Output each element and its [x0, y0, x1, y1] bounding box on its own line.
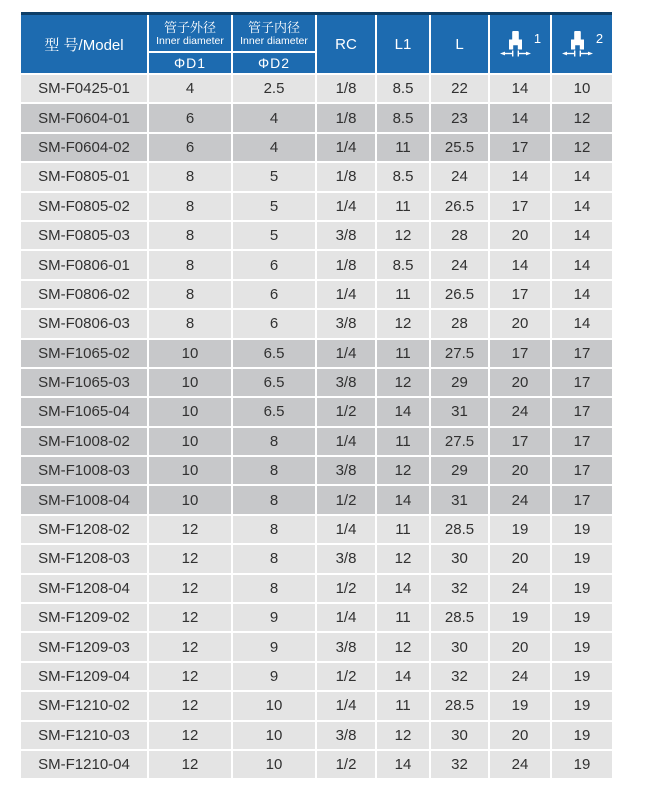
d2-cell: 6.5 — [233, 398, 315, 425]
d2-cell: 6 — [233, 251, 315, 278]
l1-cell: 12 — [377, 310, 429, 337]
header-rc — [317, 15, 375, 73]
header-outer-en-label: Inner diameter — [156, 34, 224, 47]
model-cell: SM-F1065-04 — [21, 398, 147, 425]
header-l — [431, 15, 488, 73]
w1-cell: 20 — [490, 722, 550, 749]
l1-cell: 11 — [377, 428, 429, 455]
l-cell: 28 — [431, 310, 488, 337]
header-phi-d1 — [149, 53, 231, 73]
l1-cell: 11 — [377, 340, 429, 367]
wrench-2-sup-label: 2 — [595, 31, 604, 46]
w2-cell: 14 — [552, 310, 612, 337]
l1-cell: 11 — [377, 134, 429, 161]
rc-cell: 3/8 — [317, 633, 375, 660]
rc-cell: 1/8 — [317, 104, 375, 131]
d1-cell: 6 — [149, 134, 231, 161]
w1-cell: 20 — [490, 457, 550, 484]
d1-cell: 8 — [149, 310, 231, 337]
model-cell: SM-F1209-02 — [21, 604, 147, 631]
w1-cell: 20 — [490, 369, 550, 396]
d2-cell: 10 — [233, 722, 315, 749]
w1-cell: 24 — [490, 663, 550, 690]
rc-cell: 3/8 — [317, 722, 375, 749]
header-outer-diameter — [149, 15, 231, 51]
w1-cell: 24 — [490, 398, 550, 425]
model-cell: SM-F1008-04 — [21, 486, 147, 513]
model-cell: SM-F1208-02 — [21, 516, 147, 543]
w2-cell: 19 — [552, 575, 612, 602]
l1-cell: 12 — [377, 545, 429, 572]
rc-cell: 1/8 — [317, 163, 375, 190]
wrench-1-sup-label: 1 — [533, 31, 542, 46]
d2-cell: 6.5 — [233, 369, 315, 396]
w2-cell: 17 — [552, 428, 612, 455]
d1-cell: 10 — [149, 457, 231, 484]
l1-cell: 12 — [377, 633, 429, 660]
d1-cell: 10 — [149, 369, 231, 396]
l-cell: 24 — [431, 251, 488, 278]
w1-cell: 19 — [490, 516, 550, 543]
d2-cell: 4 — [233, 134, 315, 161]
rc-cell: 1/2 — [317, 398, 375, 425]
d1-cell: 8 — [149, 222, 231, 249]
l-cell: 27.5 — [431, 340, 488, 367]
model-cell: SM-F0805-03 — [21, 222, 147, 249]
w2-cell: 17 — [552, 340, 612, 367]
d1-cell: 4 — [149, 75, 231, 102]
d1-cell: 10 — [149, 398, 231, 425]
d1-cell: 8 — [149, 281, 231, 308]
model-cell: SM-F1008-03 — [21, 457, 147, 484]
l-cell: 32 — [431, 751, 488, 778]
d2-cell: 8 — [233, 516, 315, 543]
wrench-width-across-flats-icon — [499, 30, 541, 58]
d2-cell: 6.5 — [233, 340, 315, 367]
d2-cell: 8 — [233, 457, 315, 484]
d1-cell: 12 — [149, 575, 231, 602]
d2-cell: 10 — [233, 692, 315, 719]
model-cell: SM-F0806-02 — [21, 281, 147, 308]
w1-cell: 14 — [490, 75, 550, 102]
w1-cell: 19 — [490, 692, 550, 719]
l1-cell: 11 — [377, 516, 429, 543]
l-cell: 29 — [431, 369, 488, 396]
w2-cell: 19 — [552, 545, 612, 572]
header-model — [21, 15, 147, 73]
w1-cell: 14 — [490, 163, 550, 190]
l-cell: 28.5 — [431, 516, 488, 543]
model-cell: SM-F1208-03 — [21, 545, 147, 572]
header-l1 — [377, 15, 429, 73]
rc-cell: 1/2 — [317, 663, 375, 690]
d2-cell: 10 — [233, 751, 315, 778]
header-phi-d1-label: ΦD1 — [173, 55, 207, 71]
w2-cell: 19 — [552, 604, 612, 631]
rc-cell: 3/8 — [317, 545, 375, 572]
rc-cell: 1/4 — [317, 604, 375, 631]
d1-cell: 12 — [149, 516, 231, 543]
d2-cell: 5 — [233, 222, 315, 249]
rc-cell: 1/8 — [317, 251, 375, 278]
spec-table — [21, 12, 612, 778]
w1-cell: 17 — [490, 340, 550, 367]
rc-cell: 1/2 — [317, 751, 375, 778]
w1-cell: 20 — [490, 545, 550, 572]
d1-cell: 12 — [149, 692, 231, 719]
rc-cell: 1/4 — [317, 193, 375, 220]
model-cell: SM-F0806-03 — [21, 310, 147, 337]
d2-cell: 6 — [233, 281, 315, 308]
rc-cell: 3/8 — [317, 310, 375, 337]
header-l1-label: L1 — [394, 35, 412, 53]
d2-cell: 8 — [233, 575, 315, 602]
header-inner-cn-label: 管子内径 — [247, 19, 300, 35]
d2-cell: 9 — [233, 633, 315, 660]
w2-cell: 14 — [552, 163, 612, 190]
header-phi-d2-label: ΦD2 — [257, 55, 291, 71]
d1-cell: 10 — [149, 428, 231, 455]
w1-cell: 24 — [490, 575, 550, 602]
model-cell: SM-F0805-01 — [21, 163, 147, 190]
l-cell: 27.5 — [431, 428, 488, 455]
w2-cell: 12 — [552, 104, 612, 131]
w2-cell: 19 — [552, 722, 612, 749]
d1-cell: 12 — [149, 663, 231, 690]
w1-cell: 17 — [490, 193, 550, 220]
d1-cell: 10 — [149, 486, 231, 513]
w1-cell: 24 — [490, 486, 550, 513]
model-cell: SM-F1210-02 — [21, 692, 147, 719]
header-outer-cn-label: 管子外径 — [163, 19, 216, 35]
spec-table-grid — [21, 15, 612, 778]
header-wrench-1 — [490, 15, 550, 73]
model-cell: SM-F1208-04 — [21, 575, 147, 602]
l-cell: 26.5 — [431, 193, 488, 220]
l-cell: 28.5 — [431, 604, 488, 631]
l1-cell: 14 — [377, 398, 429, 425]
w2-cell: 19 — [552, 692, 612, 719]
l-cell: 26.5 — [431, 281, 488, 308]
l1-cell: 12 — [377, 369, 429, 396]
w2-cell: 19 — [552, 663, 612, 690]
w2-cell: 19 — [552, 633, 612, 660]
d1-cell: 12 — [149, 751, 231, 778]
l1-cell: 8.5 — [377, 75, 429, 102]
rc-cell: 1/4 — [317, 692, 375, 719]
w2-cell: 12 — [552, 134, 612, 161]
rc-cell: 1/4 — [317, 281, 375, 308]
d2-cell: 9 — [233, 663, 315, 690]
model-cell: SM-F1065-03 — [21, 369, 147, 396]
model-cell: SM-F1008-02 — [21, 428, 147, 455]
d2-cell: 2.5 — [233, 75, 315, 102]
l-cell: 31 — [431, 486, 488, 513]
d1-cell: 8 — [149, 193, 231, 220]
rc-cell: 3/8 — [317, 369, 375, 396]
d1-cell: 12 — [149, 604, 231, 631]
header-inner-diameter — [233, 15, 315, 51]
w1-cell: 14 — [490, 251, 550, 278]
l1-cell: 14 — [377, 751, 429, 778]
rc-cell: 1/4 — [317, 516, 375, 543]
model-cell: SM-F1065-02 — [21, 340, 147, 367]
w1-cell: 17 — [490, 134, 550, 161]
d2-cell: 5 — [233, 163, 315, 190]
rc-cell: 1/4 — [317, 340, 375, 367]
header-model-label: 型 号/Model — [44, 36, 124, 54]
d1-cell: 12 — [149, 633, 231, 660]
l-cell: 25.5 — [431, 134, 488, 161]
l1-cell: 14 — [377, 486, 429, 513]
d2-cell: 4 — [233, 104, 315, 131]
w2-cell: 14 — [552, 193, 612, 220]
w2-cell: 17 — [552, 398, 612, 425]
rc-cell: 1/2 — [317, 575, 375, 602]
l-cell: 24 — [431, 163, 488, 190]
rc-cell: 3/8 — [317, 457, 375, 484]
model-cell: SM-F1209-03 — [21, 633, 147, 660]
d1-cell: 12 — [149, 545, 231, 572]
d2-cell: 5 — [233, 193, 315, 220]
l1-cell: 8.5 — [377, 104, 429, 131]
model-cell: SM-F0805-02 — [21, 193, 147, 220]
w2-cell: 14 — [552, 281, 612, 308]
rc-cell: 1/2 — [317, 486, 375, 513]
l1-cell: 12 — [377, 222, 429, 249]
w1-cell: 20 — [490, 633, 550, 660]
d1-cell: 6 — [149, 104, 231, 131]
l-cell: 28 — [431, 222, 488, 249]
d1-cell: 10 — [149, 340, 231, 367]
w2-cell: 14 — [552, 222, 612, 249]
model-cell: SM-F0604-02 — [21, 134, 147, 161]
header-wrench-2 — [552, 15, 612, 73]
w1-cell: 24 — [490, 751, 550, 778]
w1-cell: 17 — [490, 428, 550, 455]
l-cell: 30 — [431, 633, 488, 660]
l-cell: 32 — [431, 663, 488, 690]
l1-cell: 11 — [377, 604, 429, 631]
w1-cell: 19 — [490, 604, 550, 631]
w2-cell: 10 — [552, 75, 612, 102]
l-cell: 22 — [431, 75, 488, 102]
header-l-label: L — [455, 35, 464, 53]
l-cell: 30 — [431, 722, 488, 749]
model-cell: SM-F0604-01 — [21, 104, 147, 131]
rc-cell: 1/8 — [317, 75, 375, 102]
wrench-width-across-flats-icon — [561, 30, 603, 58]
w1-cell: 20 — [490, 222, 550, 249]
l-cell: 28.5 — [431, 692, 488, 719]
d2-cell: 8 — [233, 545, 315, 572]
rc-cell: 3/8 — [317, 222, 375, 249]
w1-cell: 14 — [490, 104, 550, 131]
l1-cell: 12 — [377, 722, 429, 749]
w2-cell: 14 — [552, 251, 612, 278]
l-cell: 30 — [431, 545, 488, 572]
rc-cell: 1/4 — [317, 134, 375, 161]
model-cell: SM-F1210-03 — [21, 722, 147, 749]
model-cell: SM-F1210-04 — [21, 751, 147, 778]
w2-cell: 19 — [552, 751, 612, 778]
d2-cell: 9 — [233, 604, 315, 631]
l1-cell: 11 — [377, 193, 429, 220]
header-rc-label: RC — [335, 35, 357, 53]
w2-cell: 19 — [552, 516, 612, 543]
model-cell: SM-F0425-01 — [21, 75, 147, 102]
l1-cell: 11 — [377, 281, 429, 308]
header-inner-en-label: Inner diameter — [240, 34, 308, 47]
w2-cell: 17 — [552, 486, 612, 513]
l-cell: 29 — [431, 457, 488, 484]
header-phi-d2 — [233, 53, 315, 73]
l-cell: 32 — [431, 575, 488, 602]
w1-cell: 20 — [490, 310, 550, 337]
d2-cell: 6 — [233, 310, 315, 337]
d2-cell: 8 — [233, 428, 315, 455]
w2-cell: 17 — [552, 369, 612, 396]
l1-cell: 8.5 — [377, 163, 429, 190]
d1-cell: 8 — [149, 251, 231, 278]
l1-cell: 8.5 — [377, 251, 429, 278]
d1-cell: 8 — [149, 163, 231, 190]
model-cell: SM-F1209-04 — [21, 663, 147, 690]
l1-cell: 12 — [377, 457, 429, 484]
l-cell: 31 — [431, 398, 488, 425]
d1-cell: 12 — [149, 722, 231, 749]
model-cell: SM-F0806-01 — [21, 251, 147, 278]
w1-cell: 17 — [490, 281, 550, 308]
l1-cell: 14 — [377, 663, 429, 690]
w2-cell: 17 — [552, 457, 612, 484]
d2-cell: 8 — [233, 486, 315, 513]
l1-cell: 11 — [377, 692, 429, 719]
l1-cell: 14 — [377, 575, 429, 602]
rc-cell: 1/4 — [317, 428, 375, 455]
l-cell: 23 — [431, 104, 488, 131]
